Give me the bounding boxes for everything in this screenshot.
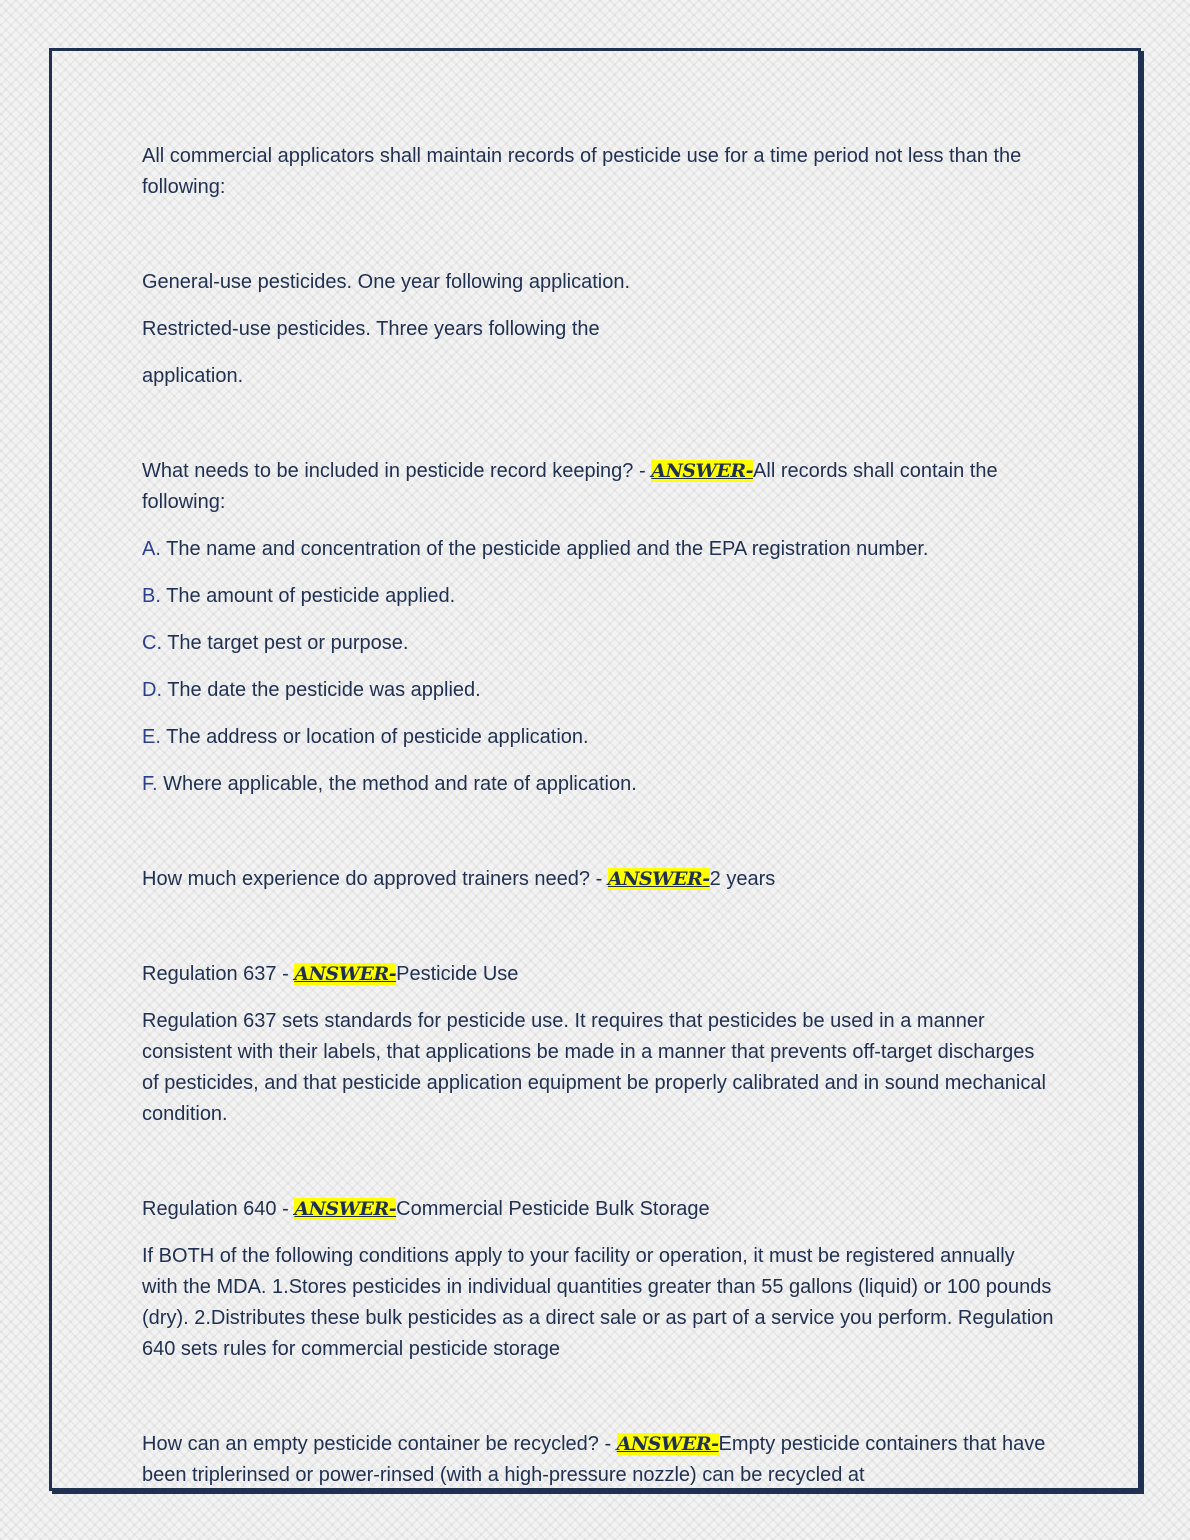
intro-paragraph: All commercial applicators shall maintain records of pesticide use for a time period not less than the following: <box>142 145 1022 198</box>
list-item <box>142 675 1054 706</box>
list-letter: F. <box>142 773 158 795</box>
regulation-637-detail: Regulation 637 sets standards for pesticide use. It requires that pesticides be used in a manner consistent with their labels, that applications be made in a manner that prevents off-target discharges of pesticides, and that pesticide application equipment be properly calibrated and in sound mechanical condition. <box>142 1010 1046 1125</box>
list-item <box>142 722 1054 753</box>
list-item <box>142 769 1054 800</box>
answer-label: ANSWER- <box>607 868 710 890</box>
regulation-640-detail: If BOTH of the following conditions apply to your facility or operation, it must be registered annually with the MDA. 1.Stores pesticides in individual quantities greater than 55 gallons (liquid) or 100 pounds (dry). 2.Distributes these bulk pesticides as a direct sale or as part of a service you perform. Regulation 640 sets rules for commercial pesticide storage <box>142 1245 1054 1360</box>
list-item <box>142 534 1054 565</box>
question-text: Regulation 640 - <box>142 1198 295 1220</box>
list-text: The target pest or purpose. <box>162 632 409 654</box>
answer-text: Empty pesticide containers that have been triplerinsed or power-rinsed (with a high-pressure nozzle) can be recycled at <box>142 1433 1046 1486</box>
answer-label: ANSWER- <box>616 1433 719 1455</box>
restricted-use-line: Restricted-use pesticides. Three years following the <box>142 318 600 340</box>
list-letter: A. <box>142 538 161 560</box>
qa-container-recycling <box>142 1429 1054 1491</box>
page-frame <box>49 48 1141 1491</box>
document-body <box>142 141 1054 1491</box>
list-item <box>142 628 1054 659</box>
list-letter: E. <box>142 726 161 748</box>
list-text: The date the pesticide was applied. <box>162 679 481 701</box>
list-letter: D. <box>142 679 162 701</box>
answer-label: ANSWER- <box>294 1198 397 1220</box>
answer-label: ANSWER- <box>294 963 397 985</box>
qa-trainer-experience <box>142 864 1054 895</box>
general-use-line: General-use pesticides. One year following application. <box>142 271 631 293</box>
question-text: How can an empty pesticide container be recycled? - <box>142 1433 617 1455</box>
answer-text: Pesticide Use <box>396 963 519 985</box>
restricted-use-line-cont: application. <box>142 365 244 387</box>
qa-regulation-640 <box>142 1194 1054 1225</box>
answer-text: All records shall contain the following: <box>142 460 998 513</box>
list-text: The amount of pesticide applied. <box>160 585 456 607</box>
list-item <box>142 581 1054 612</box>
list-text: The address or location of pesticide application. <box>160 726 589 748</box>
qa-record-keeping <box>142 456 1054 518</box>
answer-label: ANSWER- <box>651 460 754 482</box>
list-text: Where applicable, the method and rate of application. <box>157 773 637 795</box>
list-text: The name and concentration of the pesticide applied and the EPA registration number. <box>160 538 929 560</box>
question-text: Regulation 637 - <box>142 963 295 985</box>
question-text: What needs to be included in pesticide record keeping? - <box>142 460 652 482</box>
list-letter: C. <box>142 632 162 654</box>
answer-text: 2 years <box>709 868 776 890</box>
question-text: How much experience do approved trainers need? - <box>142 868 608 890</box>
list-letter: B. <box>142 585 161 607</box>
answer-text: Commercial Pesticide Bulk Storage <box>396 1198 710 1220</box>
qa-regulation-637 <box>142 959 1054 990</box>
